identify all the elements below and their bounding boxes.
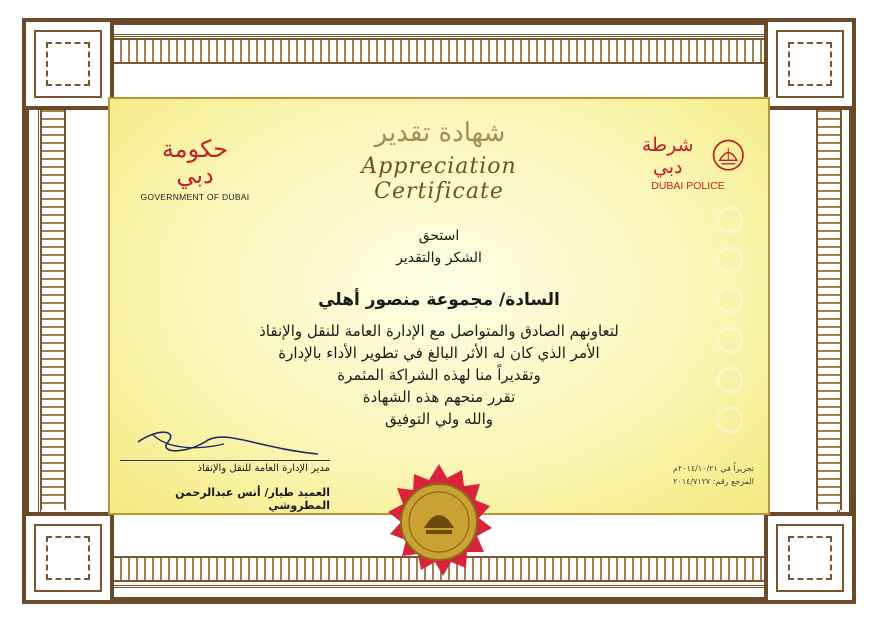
- reference-block: [670, 462, 754, 488]
- police-logo-arabic: شرطة دبي: [641, 134, 694, 178]
- left-ornament-band: [40, 110, 66, 510]
- corner-ornament-top-right: [764, 18, 856, 110]
- emblem-watermark: [700, 200, 760, 450]
- gold-seal-icon: [378, 462, 500, 584]
- government-of-dubai-logo: [140, 136, 250, 202]
- signatory-block: [120, 460, 330, 512]
- reference-number: المرجع رقم: ٢٠١٤/٧١٢٧: [673, 477, 754, 486]
- body-paragraph-5: والله ولي التوفيق: [384, 410, 494, 428]
- body-paragraph-4: تقرر منحهم هذه الشهادة: [362, 388, 516, 406]
- certificate-title-arabic: شهادة تقدير: [374, 118, 506, 148]
- handwritten-signature: [128, 420, 328, 460]
- top-ornament-band: [114, 38, 764, 64]
- dubai-police-logo: [630, 134, 746, 192]
- signatory-name: العميد طيار/ أنس عبدالرحمن المطروشي: [175, 486, 330, 512]
- right-ornament-band: [816, 110, 842, 510]
- police-logo-english: DUBAI POLICE: [651, 180, 725, 192]
- body-line-deserves: استحق: [418, 228, 460, 244]
- certificate-title-english: Appreciation Certificate: [361, 154, 517, 204]
- body-line-thanks: الشكر والتقدير: [396, 250, 482, 266]
- issue-date: تحريراً في ٢٠١٤/١٠/٢١م: [673, 464, 754, 473]
- body-paragraph-1: لتعاونهم الصادق والمتواصل مع الإدارة العامة للنقل والإنقاذ: [259, 322, 619, 340]
- body-paragraph-3: وتقديراً منا لهذه الشراكة المثمرة: [337, 366, 541, 384]
- gov-logo-english: GOVERNMENT OF DUBAI: [140, 192, 250, 202]
- body-paragraph-2: الأمر الذي كان له الأثر البالغ في تطوير الأداء بالإدارة: [278, 344, 600, 362]
- corner-ornament-bottom-right: [764, 512, 856, 604]
- gov-logo-arabic: حكومة دبي: [161, 135, 229, 189]
- corner-ornament-top-left: [22, 18, 114, 110]
- recipient-name: السادة/ مجموعة منصور أهلي: [318, 290, 560, 310]
- signatory-department: مدير الإدارة العامة للنقل والإنقاذ: [120, 460, 330, 474]
- corner-ornament-bottom-left: [22, 512, 114, 604]
- police-emblem-icon: [711, 135, 746, 177]
